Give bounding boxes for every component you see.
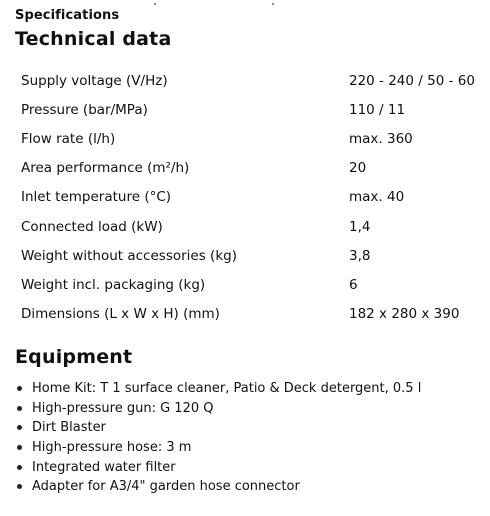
table-row — [21, 241, 481, 270]
spec-value: 6 — [349, 276, 358, 293]
bullet-icon — [17, 386, 22, 391]
table-row — [21, 183, 481, 212]
list-item — [17, 477, 482, 497]
spec-value: 3,8 — [349, 247, 371, 264]
section-eyebrow: Specifications — [15, 8, 120, 23]
table-row — [21, 124, 481, 153]
table-row — [21, 154, 481, 183]
spec-value: max. 360 — [349, 130, 413, 147]
list-item — [17, 418, 482, 438]
equipment-item-text: Home Kit: T 1 surface cleaner, Patio & Deck detergent, 0.5 l — [32, 381, 422, 397]
spec-value: 110 / 11 — [349, 101, 406, 118]
spec-value: 220 - 240 / 50 - 60 — [349, 72, 475, 89]
equipment-item-text: Integrated water filter — [32, 459, 176, 475]
technical-data-table — [21, 66, 481, 329]
spec-label: Weight without accessories (kg) — [21, 247, 237, 264]
table-row — [21, 95, 481, 124]
scan-speck — [272, 3, 274, 5]
bullet-icon — [17, 425, 22, 430]
spec-label: Dimensions (L x W x H) (mm) — [21, 306, 220, 323]
list-item — [17, 457, 482, 477]
equipment-list — [17, 379, 482, 497]
spec-label: Flow rate (l/h) — [21, 130, 116, 147]
equipment-item-text: Dirt Blaster — [32, 420, 106, 436]
bullet-icon — [17, 465, 22, 470]
spec-label: Weight incl. packaging (kg) — [21, 276, 206, 293]
spec-value: 182 x 280 x 390 — [349, 306, 460, 323]
equipment-title: Equipment — [15, 346, 133, 368]
equipment-item-text: High-pressure gun: G 120 Q — [32, 400, 214, 416]
scan-speck — [154, 3, 156, 5]
spec-label: Pressure (bar/MPa) — [21, 101, 148, 118]
table-row — [21, 212, 481, 241]
spec-value: max. 40 — [349, 189, 405, 206]
spec-value: 20 — [349, 160, 367, 177]
equipment-item-text: High-pressure hose: 3 m — [32, 440, 192, 456]
list-item — [17, 399, 482, 419]
table-row — [21, 66, 481, 95]
page-title: Technical data — [15, 28, 172, 50]
equipment-item-text: Adapter for A3/4" garden hose connector — [32, 479, 300, 495]
spec-label: Inlet temperature (°C) — [21, 189, 172, 206]
spec-value: 1,4 — [349, 218, 371, 235]
spec-label: Area performance (m²/h) — [21, 160, 190, 177]
bullet-icon — [17, 484, 22, 489]
bullet-icon — [17, 406, 22, 411]
spec-label: Supply voltage (V/Hz) — [21, 72, 168, 89]
table-row — [21, 300, 481, 329]
table-row — [21, 270, 481, 299]
spec-label: Connected load (kW) — [21, 218, 163, 235]
bullet-icon — [17, 445, 22, 450]
list-item — [17, 379, 482, 399]
list-item — [17, 438, 482, 458]
